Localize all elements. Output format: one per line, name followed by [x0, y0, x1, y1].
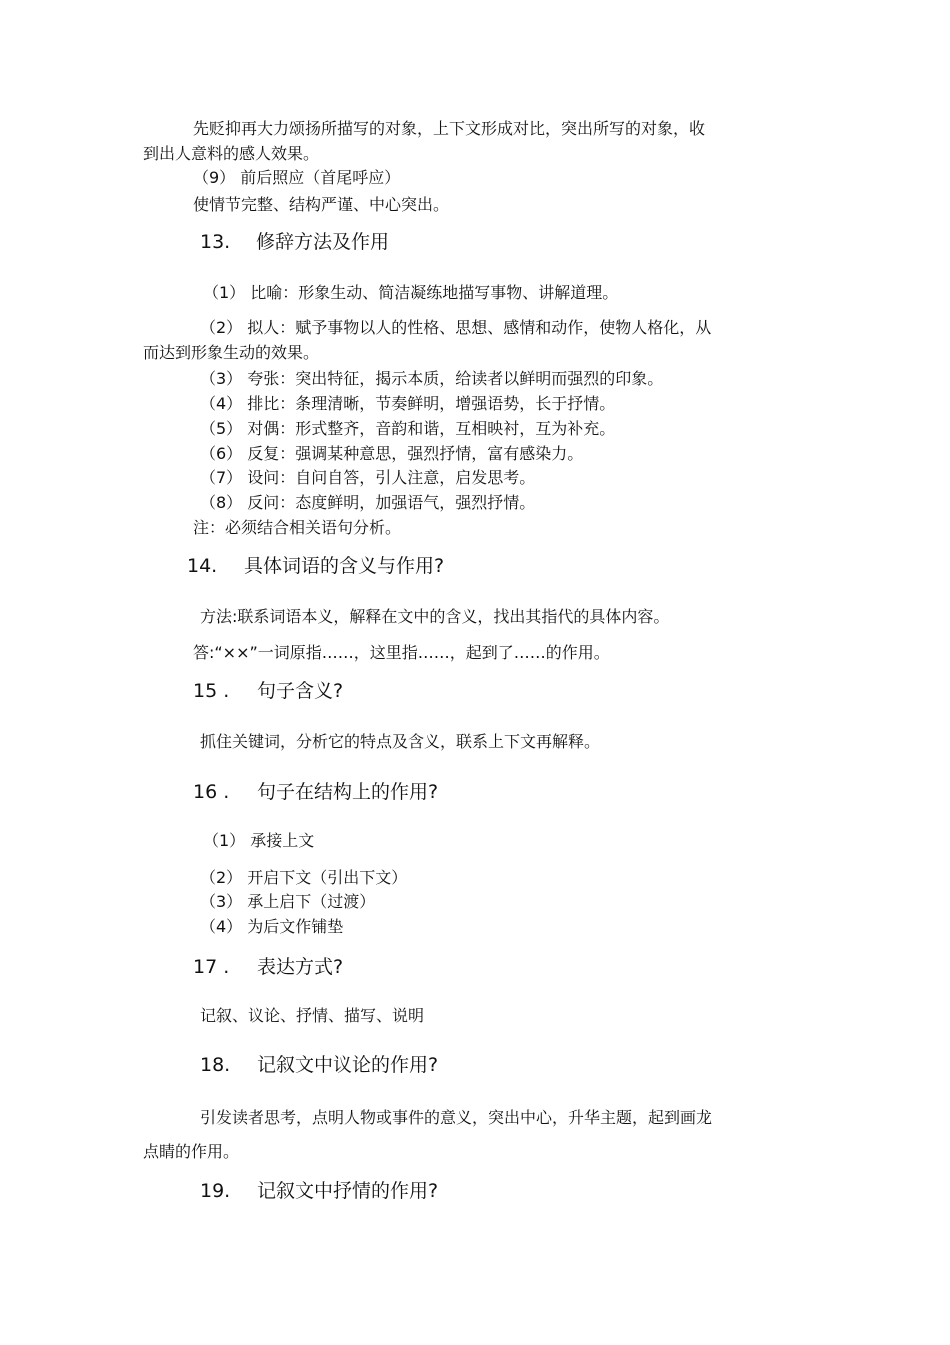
paragraph-line: 使情节完整、结构严谨、中心突出。 — [193, 195, 450, 214]
note-line: 注：必须结合相关语句分析。 — [193, 518, 402, 537]
section-heading-13 — [200, 229, 389, 255]
list-item: （4） 排比：条理清晰，节奏鲜明，增强语势，长于抒情。 — [200, 394, 616, 413]
section-heading-16 — [193, 779, 438, 805]
paragraph-line: 抓住关键词，分析它的特点及含义，联系上下文再解释。 — [200, 732, 601, 751]
list-item: （8） 反问：态度鲜明，加强语气，强烈抒情。 — [200, 493, 536, 512]
heading-text: 记叙文中抒情的作用? — [257, 1180, 439, 1202]
paragraph-line: 点睛的作用。 — [143, 1142, 240, 1161]
list-item: （2） 拟人：赋予事物以人的性格、思想、感情和动作，使物人格化，从 — [200, 318, 712, 337]
heading-number: 16 . — [193, 781, 230, 803]
section-heading-15 — [193, 678, 343, 704]
list-item: （3） 承上启下（过渡） — [200, 892, 376, 911]
list-item: （3） 夸张：突出特征，揭示本质，给读者以鲜明而强烈的印象。 — [200, 369, 664, 388]
list-item: （9） 前后照应（首尾呼应） — [193, 168, 401, 187]
heading-number: 15 . — [193, 680, 230, 702]
paragraph-line: 引发读者思考，点明人物或事件的意义，突出中心，升华主题，起到画龙 — [200, 1108, 713, 1127]
heading-number: 14. — [187, 555, 218, 577]
section-heading-17 — [193, 954, 343, 980]
heading-number: 18. — [200, 1054, 231, 1076]
list-item: （1） 承接上文 — [203, 831, 315, 850]
heading-text: 表达方式? — [257, 956, 344, 978]
paragraph-line: 记叙、议论、抒情、描写、说明 — [200, 1006, 425, 1025]
paragraph-line: 而达到形象生动的效果。 — [143, 343, 320, 362]
list-item: （6） 反复：强调某种意思，强烈抒情，富有感染力。 — [200, 444, 584, 463]
paragraph-line: 先贬抑再大力颂扬所描写的对象，上下文形成对比，突出所写的对象，收 — [193, 119, 706, 138]
heading-number: 17 . — [193, 956, 230, 978]
heading-text: 具体词语的含义与作用? — [244, 555, 445, 577]
section-heading-19 — [200, 1178, 438, 1204]
list-item: （4） 为后文作铺垫 — [200, 917, 344, 936]
heading-text: 句子在结构上的作用? — [257, 781, 439, 803]
section-heading-14 — [187, 553, 444, 579]
paragraph-line: 到出人意料的感人效果。 — [143, 144, 320, 163]
heading-text: 记叙文中议论的作用? — [257, 1054, 439, 1076]
list-item: （5） 对偶：形式整齐，音韵和谐，互相映衬，互为补充。 — [200, 419, 616, 438]
paragraph-line: 答:“××”一词原指……，这里指……，起到了……的作用。 — [193, 643, 610, 662]
paragraph-line: 方法:联系词语本义，解释在文中的含义，找出其指代的具体内容。 — [200, 607, 670, 626]
heading-number: 19. — [200, 1180, 231, 1202]
heading-text: 句子含义? — [257, 680, 344, 702]
list-item: （1） 比喻：形象生动、简洁凝练地描写事物、讲解道理。 — [203, 283, 619, 302]
list-item: （2） 开启下文（引出下文） — [200, 868, 408, 887]
heading-text: 修辞方法及作用 — [256, 231, 390, 253]
section-heading-18 — [200, 1052, 438, 1078]
heading-number: 13. — [200, 231, 231, 253]
list-item: （7） 设问：自问自答，引人注意，启发思考。 — [200, 468, 536, 487]
